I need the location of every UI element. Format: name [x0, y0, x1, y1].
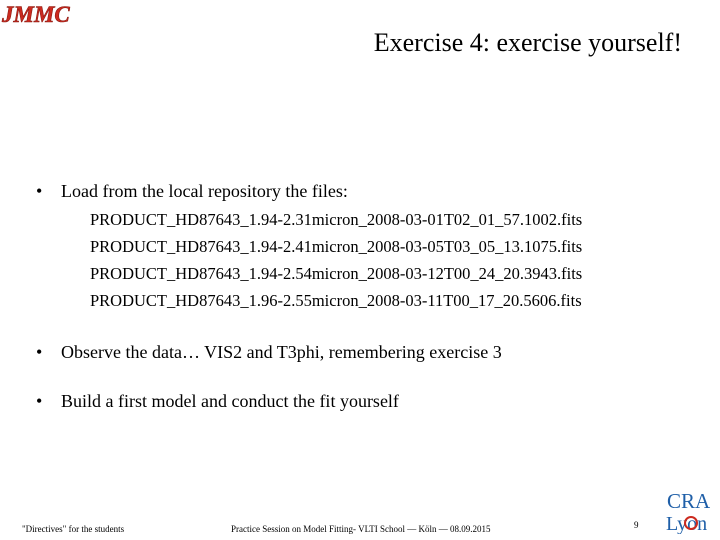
page-number: 9 — [634, 520, 639, 530]
bullet-text: Build a first model and conduct the fit yourself — [61, 391, 399, 411]
jmmc-logo-text: JMMC — [2, 2, 70, 27]
cra-logo-text: CRA — [667, 489, 711, 513]
cra-lyon-logo — [664, 488, 720, 534]
slide-title: Exercise 4: exercise yourself! — [373, 28, 682, 57]
footer-center-text: Practice Session on Model Fitting- VLTI School — Köln — 08.09.2015 — [231, 524, 491, 534]
jmmc-logo — [0, 0, 92, 30]
bullet-build-model — [36, 390, 399, 412]
bullet-text: Load from the local repository the files: — [61, 181, 348, 201]
file-item: PRODUCT_HD87643_1.94-2.41micron_2008-03-05T03_05_13.1075.fits — [90, 237, 583, 256]
bullet-symbol: • — [36, 181, 43, 201]
bullet-symbol: • — [36, 342, 43, 362]
file-list — [90, 206, 582, 314]
file-item: PRODUCT_HD87643_1.94-2.54micron_2008-03-12T00_24_20.3943.fits — [90, 264, 583, 283]
footer-left-text: "Directives" for the students — [22, 524, 125, 534]
file-item: PRODUCT_HD87643_1.94-2.31micron_2008-03-01T02_01_57.1002.fits — [90, 210, 583, 229]
bullet-load-files — [36, 180, 348, 202]
bullet-observe-data — [36, 341, 502, 363]
bullet-text: Observe the data… VIS2 and T3phi, remembering exercise 3 — [61, 342, 502, 362]
lyon-logo-text: Lyon — [666, 513, 708, 534]
bullet-symbol: • — [36, 391, 43, 411]
file-item: PRODUCT_HD87643_1.96-2.55micron_2008-03-11T00_17_20.5606.fits — [90, 291, 582, 310]
